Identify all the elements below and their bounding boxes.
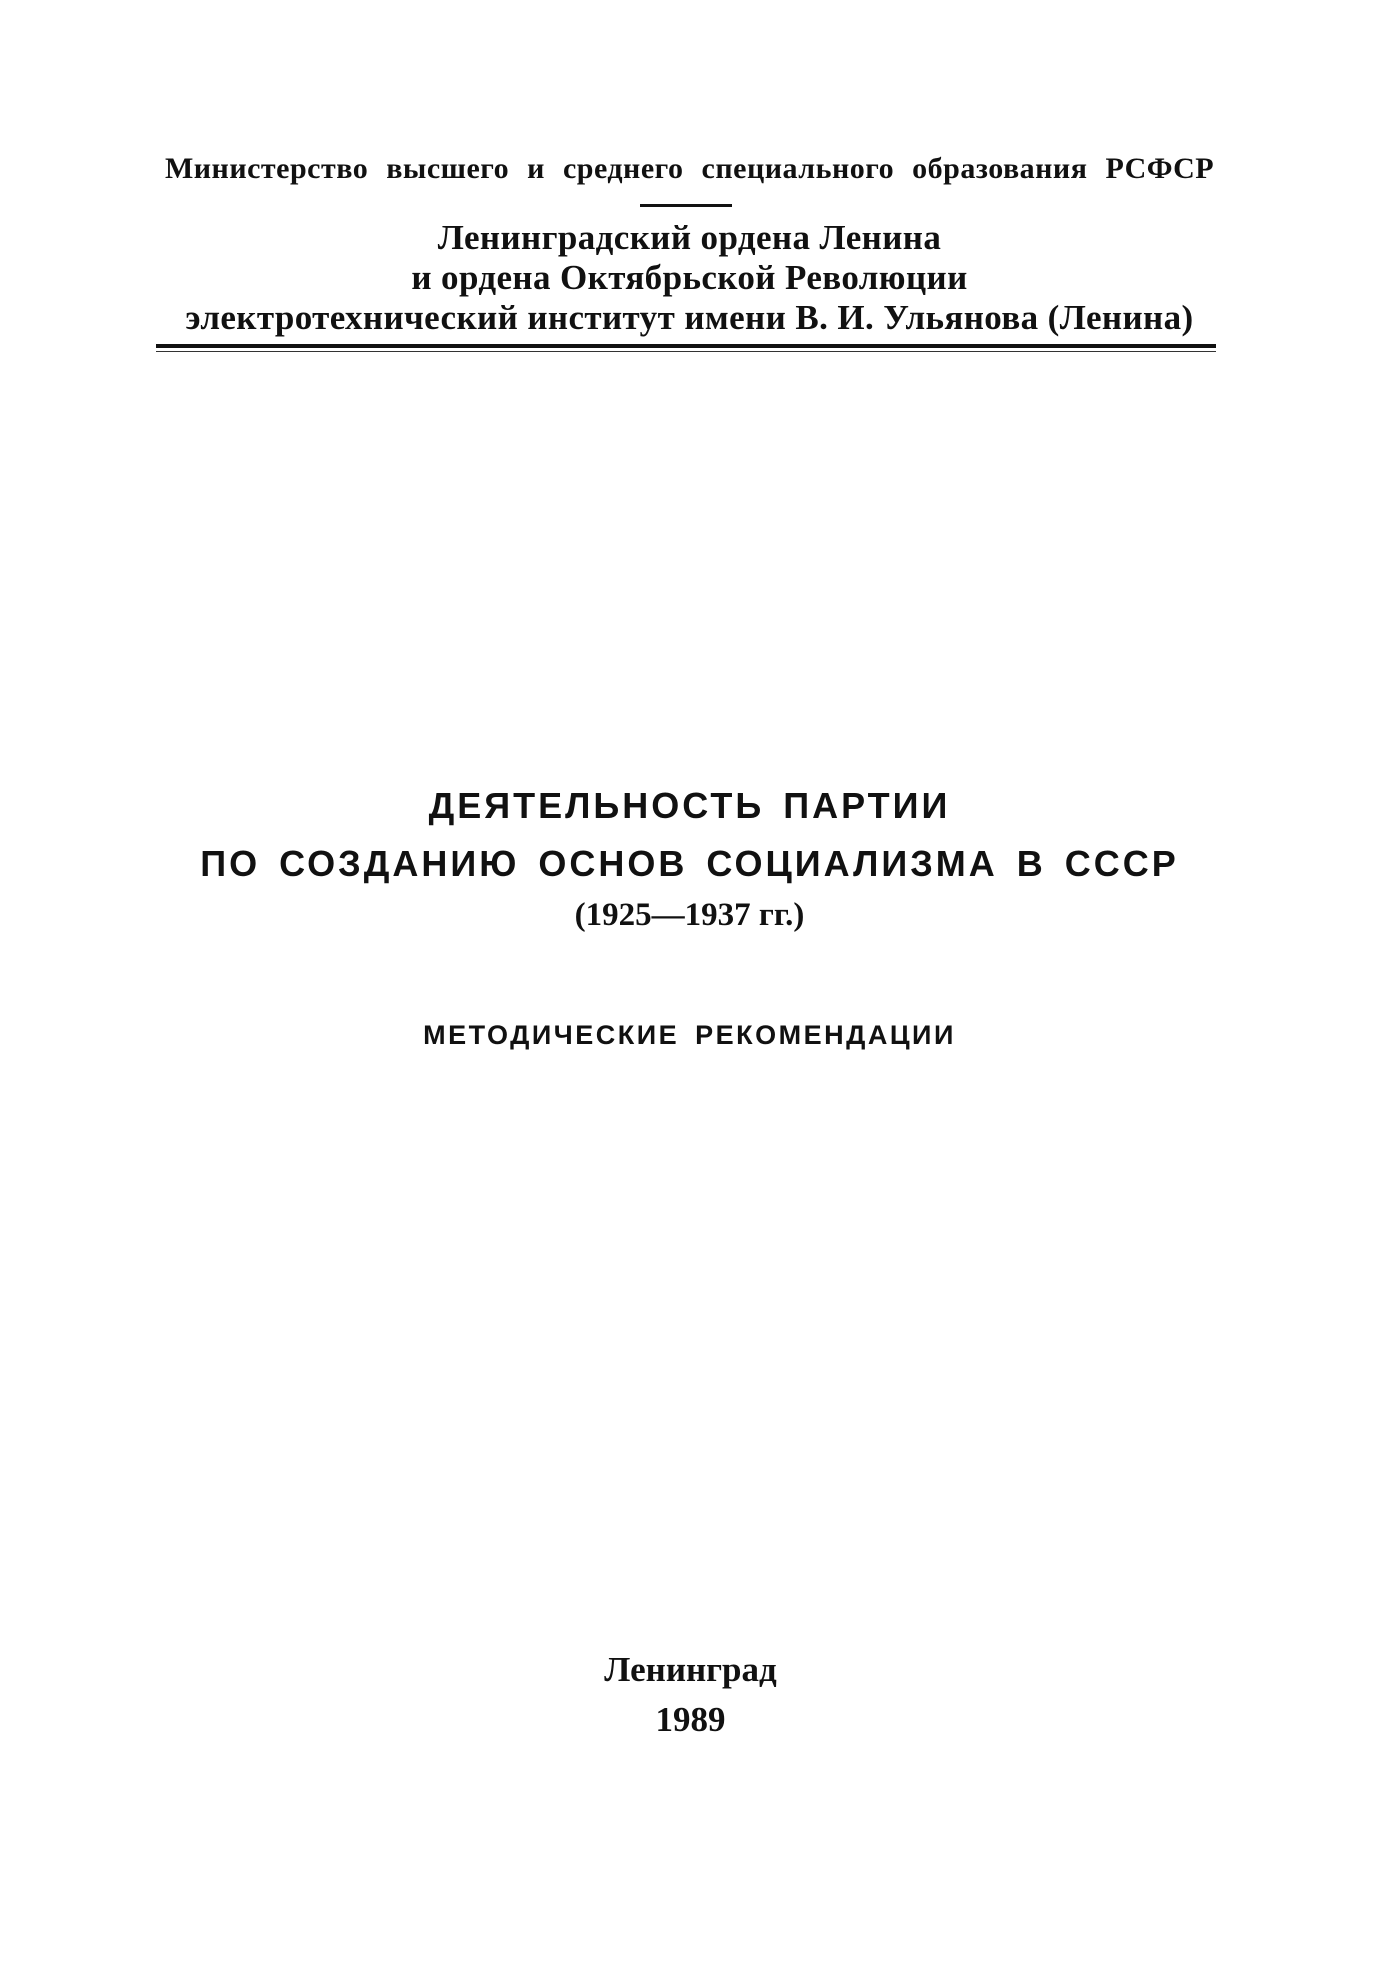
ministry-name: Министерство высшего и среднего специального образования РСФСР: [164, 152, 1215, 185]
document-subtitle: МЕТОДИЧЕСКИЕ РЕКОМЕНДАЦИИ: [423, 1020, 956, 1050]
title-line-1: ДЕЯТЕЛЬНОСТЬ ПАРТИИ: [428, 785, 951, 826]
institute-name-line-2: и ордена Октябрьской Революции: [411, 258, 968, 297]
imprint-year: 1989: [655, 1700, 726, 1739]
header-rule-thick: [156, 344, 1216, 348]
title-period: (1925—1937 гг.): [574, 897, 805, 933]
institute-name-line-1: Ленинградский ордена Ленина: [437, 218, 942, 257]
title-line-2: ПО СОЗДАНИЮ ОСНОВ СОЦИАЛИЗМА В СССР: [200, 843, 1179, 884]
institute-name-line-3: электротехнический институт имени В. И. Ульянова (Ленина): [185, 298, 1194, 337]
short-divider: [640, 204, 732, 207]
header-rule-thin: [156, 351, 1216, 352]
imprint-city: Ленинград: [604, 1650, 777, 1689]
